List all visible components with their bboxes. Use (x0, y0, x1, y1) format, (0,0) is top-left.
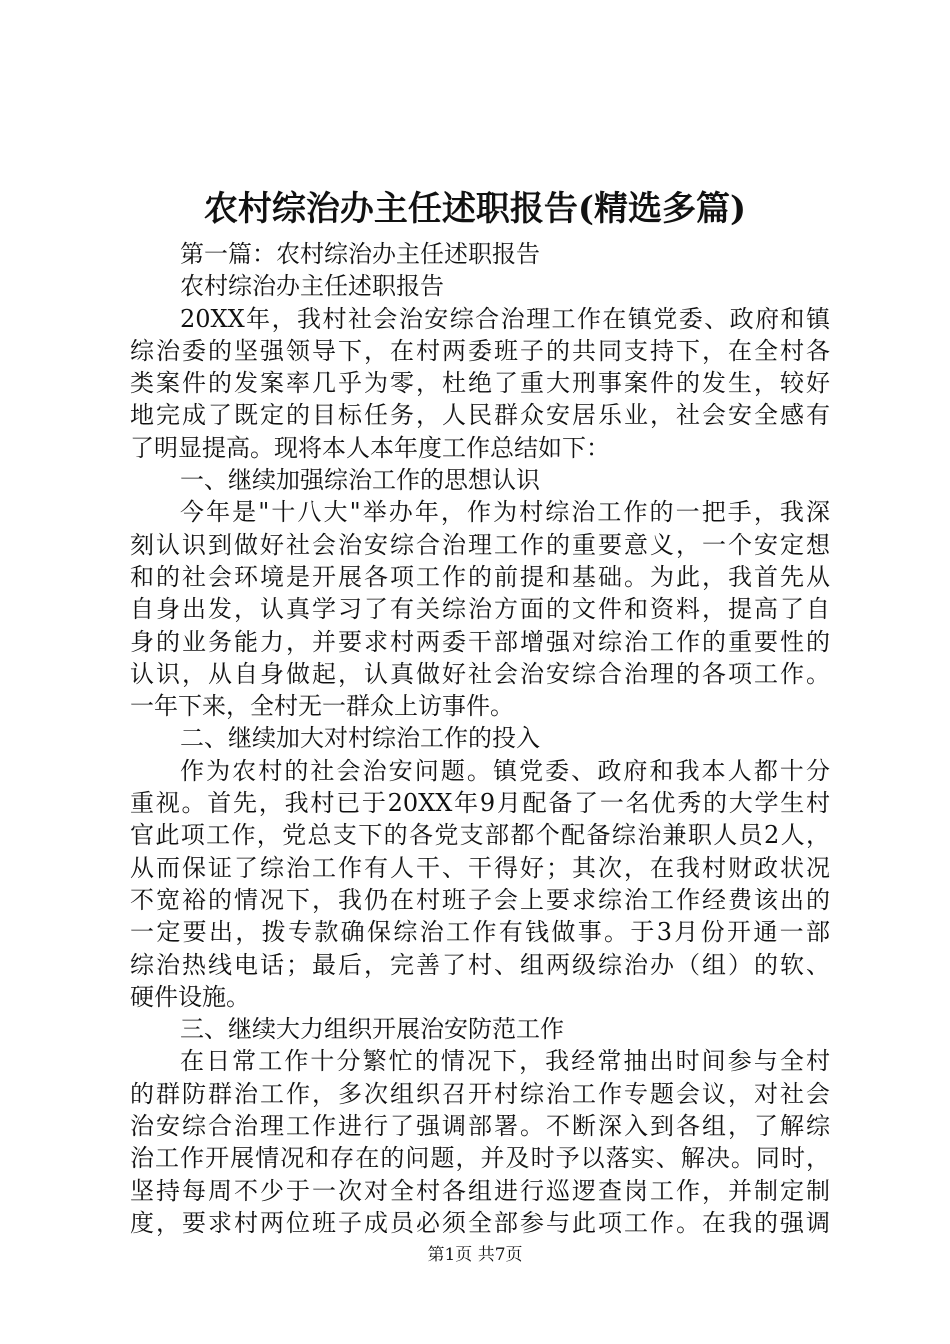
paragraph-line: 的群防群治工作，多次组织召开村综治工作专题会议，对社会 (130, 1079, 830, 1108)
paragraph-line: 身的业务能力，并要求村两委干部增强对综治工作的重要性的 (130, 627, 830, 656)
paragraph-line: 类案件的发案率几乎为零，杜绝了重大刑事案件的发生，较好 (130, 369, 830, 398)
section-heading: 三、继续大力组织开展治安防范工作 (180, 1015, 564, 1044)
section-heading: 第一篇：农村综治办主任述职报告 (180, 240, 540, 268)
paragraph-line: 今年是"十八大"举办年，作为村综治工作的一把手，我深 (180, 498, 830, 527)
paragraph-line: 从而保证了综治工作有人干、干得好；其次，在我村财政状况 (130, 853, 830, 882)
page-footer: 第1页 共7页 (427, 1245, 523, 1265)
paragraph-line: 一定要出，拨专款确保综治工作有钱做事。于3月份开通一部 (130, 918, 830, 947)
paragraph-line: 作为农村的社会治安问题。镇党委、政府和我本人都十分 (180, 756, 830, 785)
section-heading: 农村综治办主任述职报告 (180, 272, 444, 301)
paragraph-line: 和的社会环境是开展各项工作的前提和基础。为此，我首先从 (130, 562, 830, 591)
section-heading: 一、继续加强综治工作的思想认识 (180, 466, 540, 495)
paragraph-line: 自身出发，认真学习了有关综治方面的文件和资料，提高了自 (130, 595, 830, 624)
paragraph-line: 度，要求村两位班子成员必须全部参与此项工作。在我的强调 (130, 1208, 830, 1237)
paragraph-line: 认识，从自身做起，认真做好社会治安综合治理的各项工作。 (130, 659, 830, 688)
document-title: 农村综治办主任述职报告(精选多篇) (203, 189, 747, 229)
document-body (130, 238, 830, 1239)
paragraph-line: 综治热线电话；最后，完善了村、组两级综治办（组）的软、 (130, 950, 830, 979)
paragraph-line: 坚持每周不少于一次对全村各组进行巡逻查岗工作，并制定制 (130, 1176, 830, 1205)
paragraph-line: 综治委的坚强领导下，在村两委班子的共同支持下，在全村各 (130, 336, 830, 365)
paragraph-line: 刻认识到做好社会治安综合治理工作的重要意义，一个安定想 (130, 530, 830, 559)
paragraph-line: 治安综合治理工作进行了强调部署。不断深入到各组，了解综 (130, 1112, 830, 1141)
paragraph-line: 了明显提高。现将本人本年度工作总结如下： (130, 433, 610, 462)
paragraph-line: 一年下来，全村无一群众上访事件。 (130, 692, 514, 721)
paragraph-line: 在日常工作十分繁忙的情况下，我经常抽出时间参与全村 (180, 1047, 830, 1076)
paragraph-line: 治工作开展情况和存在的问题，并及时予以落实、解决。同时， (130, 1144, 830, 1173)
paragraph-line: 重视。首先，我村已于20XX年9月配备了一名优秀的大学生村 (130, 789, 830, 818)
paragraph-line: 地完成了既定的目标任务，人民群众安居乐业，社会安全感有 (130, 401, 830, 430)
section-heading: 二、继续加大对村综治工作的投入 (180, 724, 540, 753)
paragraph-line: 不宽裕的情况下，我仍在村班子会上要求综治工作经费该出的 (130, 885, 830, 914)
paragraph-line: 20XX年，我村社会治安综合治理工作在镇党委、政府和镇 (180, 304, 830, 333)
paragraph-line: 官此项工作，党总支下的各党支部都个配备综治兼职人员2人， (130, 821, 830, 850)
paragraph-line: 硬件设施。 (130, 982, 250, 1011)
